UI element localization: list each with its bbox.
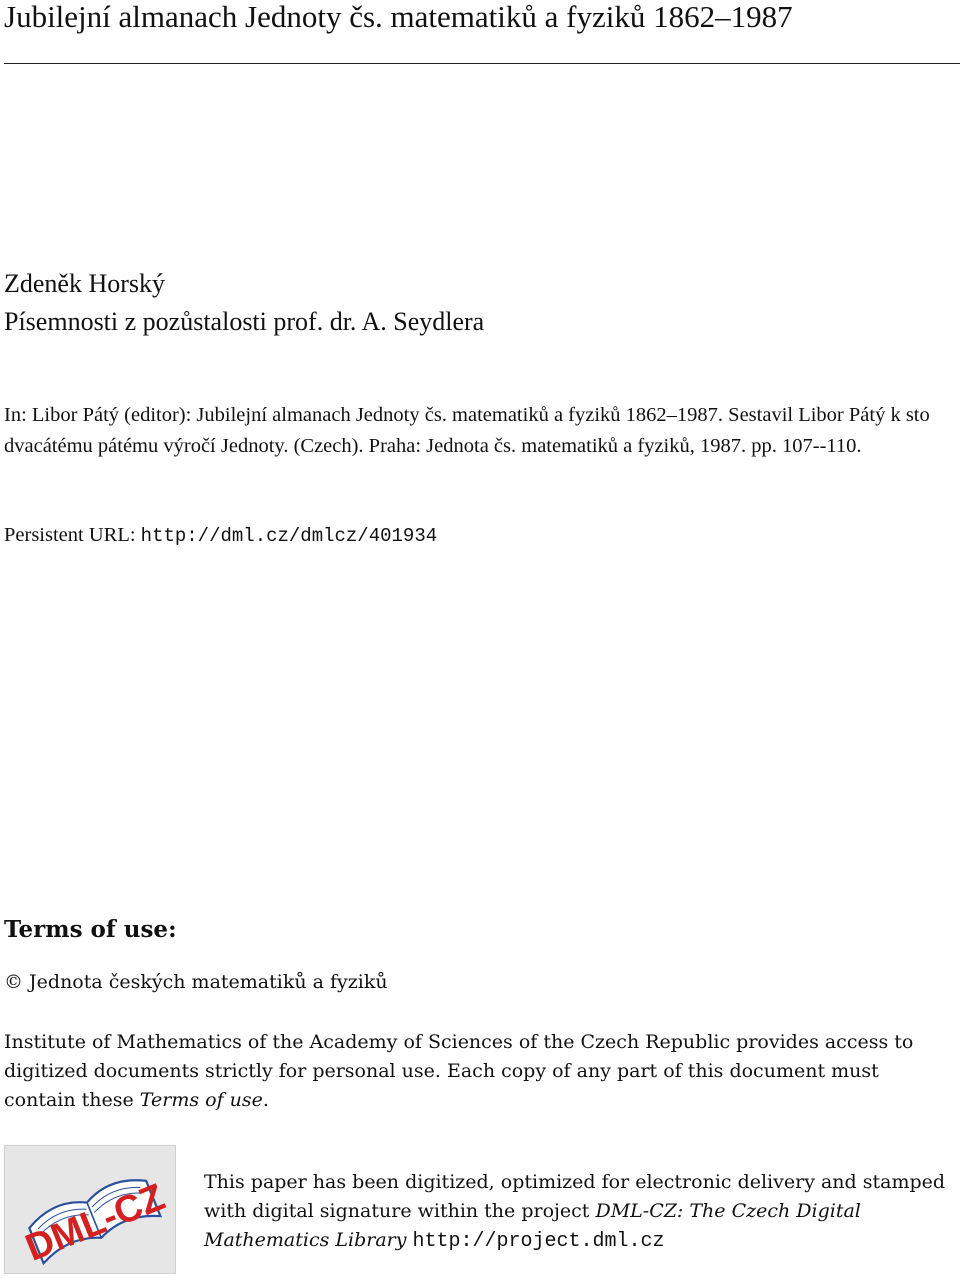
copyright-icon: © xyxy=(4,971,23,993)
project-name: DML-CZ: The Czech Digital Mathematics Library xyxy=(204,1200,861,1251)
persistent-url-label: Persistent URL: xyxy=(4,524,136,546)
paper-title: Písemnosti z pozůstalosti prof. dr. A. Seydlera xyxy=(4,307,485,336)
author-name: Zdeněk Horský xyxy=(4,269,166,298)
digitization-notice xyxy=(204,1168,954,1256)
persistent-url-line xyxy=(4,520,437,551)
terms-of-use-text xyxy=(4,1028,954,1115)
persistent-url-link[interactable]: http://dml.cz/dmlcz/401934 xyxy=(140,525,438,547)
digitization-text: This paper has been digitized, optimized for electronic delivery and stamped with digital signature within the project xyxy=(204,1171,946,1222)
copyright-line xyxy=(4,966,388,998)
copyright-holder: Jednota českých matematiků a fyziků xyxy=(29,971,388,993)
terms-text-part1: Institute of Mathematics of the Academy of Sciences of the Czech Republic provides access to digitized documents strictly for personal use. Each copy of any part of this document must contain these xyxy=(4,1031,914,1111)
project-url-link[interactable]: http://project.dml.cz xyxy=(412,1230,665,1253)
terms-text-emphasis: Terms of use xyxy=(139,1089,263,1111)
terms-of-use-heading: Terms of use: xyxy=(4,916,177,943)
citation: In: Libor Pátý (editor): Jubilejní almanach Jednoty čs. matematiků a fyziků 1862–1987. Sestavil Libor Pátý k sto dvacátému pátému výročí Jednoty. (Czech). Praha: Jednota čs. matematiků a fyziků, 1987. pp. 107--110. xyxy=(4,404,930,457)
almanac-title: Jubilejní almanach Jednoty čs. matematiků a fyziků 1862–1987 xyxy=(4,0,793,34)
terms-text-part2: . xyxy=(262,1089,269,1111)
header-divider xyxy=(4,63,960,64)
dmlcz-logo xyxy=(4,1145,176,1274)
logo-text: DML-CZ xyxy=(19,1176,171,1270)
dmlcz-logo-graphic xyxy=(5,1146,175,1273)
